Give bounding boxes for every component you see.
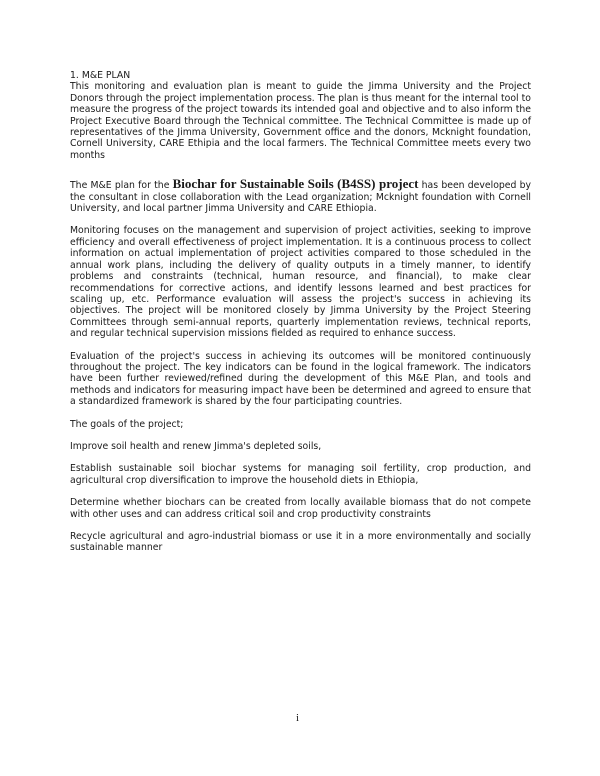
goals-intro: The goals of the project;	[70, 418, 184, 430]
section-heading: 1. M&E PLAN	[70, 70, 131, 81]
plan-text-before: The M&E plan for the	[70, 180, 173, 192]
plan-text-after: has been developed by the consultant in close collaboration with the Lead organization; Mcknight foundation with Cornell University, and local partner Jimma University and CARE Ethiopia.	[70, 180, 532, 215]
monitoring-paragraph: Monitoring focuses on the management and supervision of project activities, seeking to improve efficiency and overall effectiveness of project implementation. It is a continuous process to collect information on actual implementation of project activities compared to those scheduled in the annual work plans, including the delivery of quality outputs in a timely manner, to identify problems and constraints (technical, human resource, and financial), to make clear recommendations for corrective actions, and identify lessons learned and best practices for scaling up, etc. Performance evaluation will assess the project's success in achieving its objectives. The project will be monitored closely by Jimma University by the Project Steering Committees through semi-annual reports, quarterly implementation reviews, technical reports, and regular technical supervision missions fielded as required to enhance success.	[70, 225, 531, 340]
project-name: Biochar for Sustainable Soils (B4SS) project	[172, 176, 419, 192]
goal-item: Improve soil health and renew Jimma's depleted soils,	[70, 440, 322, 452]
plan-paragraph	[70, 178, 531, 214]
intro-paragraph: This monitoring and evaluation plan is meant to guide the Jimma University and the Project Donors through the project implementation process. The plan is thus meant for the internal tool to measure the progress of the project towards its intended goal and objective and to also inform the Project Executive Board through the Technical committee. The Technical Committee is made up of representatives of the Jimma University, Government office and the donors, Mcknight foundation, Cornell University, CARE Ethipia and the local farmers. The Technical Committee meets every two months	[70, 81, 531, 161]
evaluation-paragraph: Evaluation of the project's success in achieving its outcomes will be monitored continuously throughout the project. The key indicators can be found in the logical framework. The indicators have been further reviewed/refined during the development of this M&E Plan, and tools and methods and indicators for measuring impact have been be determined and agreed to ensure that a standardized framework is shared by the four participating countries.	[70, 350, 531, 408]
goal-item: Recycle agricultural and agro-industrial biomass or use it in a more environmentally and socially sustainable manner	[70, 531, 531, 554]
goal-item: Determine whether biochars can be created from locally available biomass that do not compete with other uses and can address critical soil and crop productivity constraints	[70, 497, 531, 520]
page-number: i	[296, 712, 300, 724]
document-page	[70, 70, 531, 554]
goal-item: Establish sustainable soil biochar systems for managing soil fertility, crop production, and agricultural crop diversification to improve the household diets in Ethiopia,	[70, 463, 531, 486]
